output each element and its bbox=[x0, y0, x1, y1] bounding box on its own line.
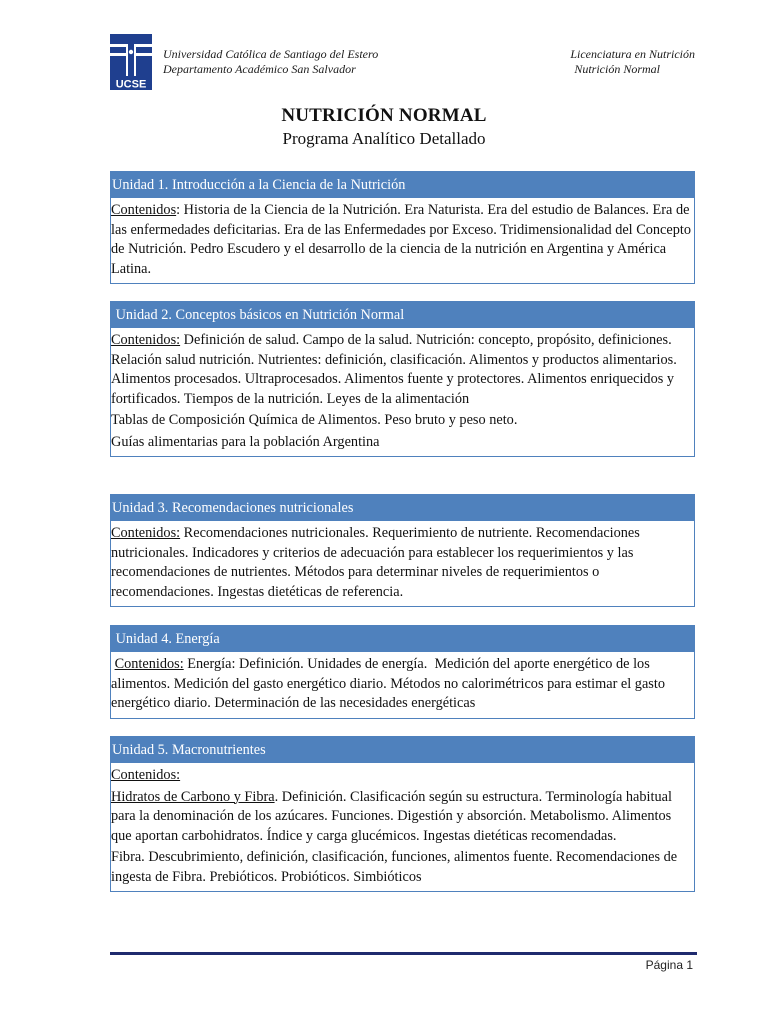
unit-1-box bbox=[110, 171, 695, 284]
unit-2-contents: Definición de salud. Campo de la salud. Nutrición: concepto, propósito, definiciones. Relación salud nutrición. Nutrientes: definición, clasificación. Alimentos y productos alimentarios. Alimentos procesados. Ultraprocesados. Alimentos fuente y protectores. Alimentos enriquecidos y fortificados. Tiempos de la nutrición. Leyes de la alimentación bbox=[111, 332, 677, 407]
unit-4-heading: Unidad 4. Energía bbox=[111, 626, 694, 652]
ucse-logo bbox=[110, 34, 152, 90]
document-title: NUTRICIÓN NORMAL bbox=[281, 105, 487, 126]
unit-4-contents: Energía: Definición. Unidades de energía. Medición del aporte energético de los alimentos. Medición del gasto energético diario. Métodos no calorimétricos para estimar el gasto energético diario. Determinación de las necesidades energéticas bbox=[111, 656, 669, 711]
contents-label: Contenidos bbox=[111, 202, 177, 218]
contents-label: Contenidos: bbox=[114, 656, 184, 672]
contents-label: Contenidos: bbox=[111, 525, 181, 541]
unit-2-heading: Unidad 2. Conceptos básicos en Nutrición Normal bbox=[111, 302, 694, 328]
unit-2-body bbox=[111, 328, 694, 456]
unit-3-heading: Unidad 3. Recomendaciones nutricionales bbox=[111, 495, 694, 521]
unit-2-box bbox=[110, 301, 695, 457]
unit-3-contents: Recomendaciones nutricionales. Requerimiento de nutriente. Recomendaciones nutricionales. Indicadores y criterios de adecuación para establecer los requerimientos y las recomendaciones de nutrientes. Métodos para determinar niveles de requerimientos o recomendaciones. Ingestas dietéticas de referencia. bbox=[111, 525, 640, 600]
unit-5-heading: Unidad 5. Macronutrientes bbox=[111, 737, 694, 763]
carbohydrates-label: Hidratos de Carbono y Fibra bbox=[111, 788, 275, 805]
unit-1-body bbox=[111, 198, 694, 283]
course-name: Nutrición Normal bbox=[574, 62, 661, 76]
unit-5-contents: . Definición. Clasificación según su estructura. Terminología habitual para la denominación de los azúcares. Funciones. Digestión y absorción. Metabolismo. Alimentos que aportan carbohidratos. Índice y carga glucémicos. Ingestas dietéticas recomendadas. bbox=[111, 788, 672, 844]
university-name: Universidad Católica de Santiago del Estero bbox=[163, 47, 379, 61]
contents-label: Contenidos: bbox=[111, 767, 181, 783]
unit-2-guides-line: Guías alimentarias para la población Argentina bbox=[111, 433, 380, 450]
program-name: Licenciatura en Nutrición bbox=[570, 47, 695, 61]
unit-3-box bbox=[110, 494, 695, 607]
unit-4-body bbox=[111, 652, 694, 718]
unit-3-body bbox=[111, 521, 694, 606]
header-program bbox=[570, 47, 695, 77]
page-header bbox=[0, 0, 768, 100]
department-name: Departamento Académico San Salvador bbox=[163, 62, 356, 76]
unit-1-contents: : Historia de la Ciencia de la Nutrición. Era Naturista. Era del estudio de Balances. Era de las enfermedades deficitarias. Era de las Enfermedades por Exceso. Tridimensionalidad del Concepto de Nutrición. Pedro Escudero y el desarrollo de la ciencia de la nutrición en Argentina y América Latina. bbox=[111, 202, 692, 277]
footer-rule bbox=[110, 952, 697, 955]
unit-4-box bbox=[110, 625, 695, 719]
unit-1-heading: Unidad 1. Introducción a la Ciencia de la Nutrición bbox=[111, 172, 694, 198]
unit-2-tables-line: Tablas de Composición Química de Alimentos. Peso bruto y peso neto. bbox=[111, 412, 518, 428]
logo-wordmark: UCSE bbox=[115, 78, 147, 90]
unit-5-fiber-line: Fibra. Descubrimiento, definición, clasificación, funciones, alimentos fuente. Recomendaciones de ingesta de Fibra. Prebióticos. Probióticos. Simbióticos bbox=[111, 849, 678, 885]
unit-5-body bbox=[111, 763, 694, 891]
page-number: Página 1 bbox=[645, 958, 693, 972]
header-institution bbox=[163, 47, 378, 77]
unit-5-box bbox=[110, 736, 695, 892]
document-subtitle: Programa Analítico Detallado bbox=[282, 129, 486, 148]
contents-label: Contenidos: bbox=[111, 332, 181, 348]
